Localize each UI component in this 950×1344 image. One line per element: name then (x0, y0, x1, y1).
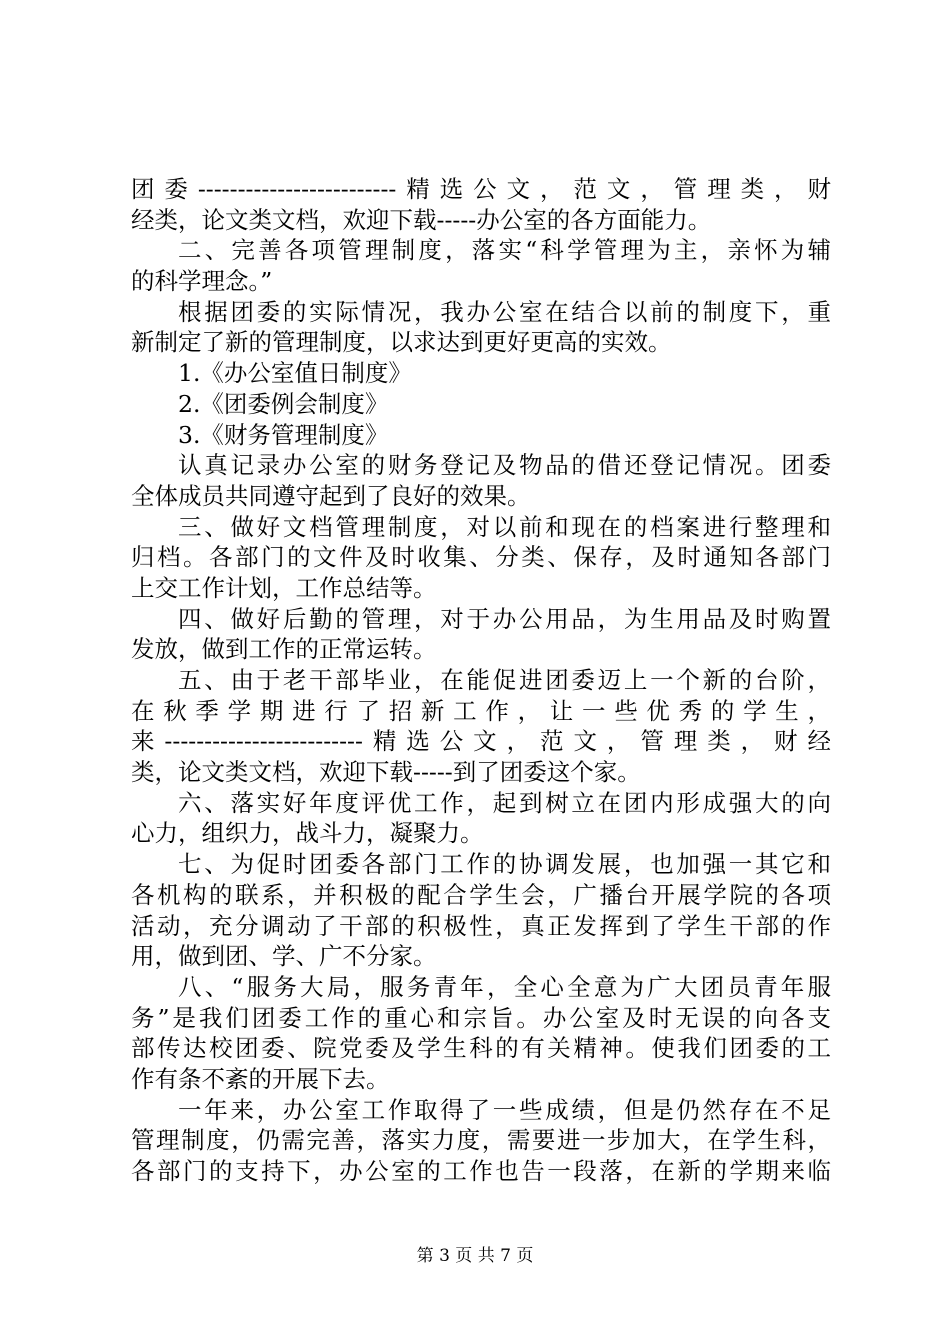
text-line: 归档。各部门的文件及时收集、分类、保存，及时通知各部门 (131, 543, 831, 572)
text-line: 活动，充分调动了干部的积极性，真正发挥到了学生干部的作 (131, 911, 831, 940)
text-line: 的科学理念。” (131, 267, 273, 296)
text-line: 在秋季学期进行了招新工作，让一些优秀的学生， (131, 696, 831, 725)
text-line: 八、“服务大局，服务青年，全心全意为广大团员青年服 (178, 972, 831, 1001)
text-line: 六、落实好年度评优工作，起到树立在团内形成强大的向 (178, 788, 831, 817)
text-line: 心力，组织力，战斗力，凝聚力。 (131, 819, 484, 848)
text-line: 1.《办公室值日制度》 (178, 359, 412, 388)
text-line: 四、做好后勤的管理，对于办公用品，为生用品及时购置 (178, 604, 831, 633)
text-line: 各部门的支持下，办公室的工作也告一段落，在新的学期来临 (131, 1157, 831, 1185)
text-line: 根据团委的实际情况，我办公室在结合以前的制度下，重 (178, 297, 831, 326)
text-line: 2.《团委例会制度》 (178, 389, 389, 418)
text-line: 各机构的联系，并积极的配合学生会，广播台开展学院的各项 (131, 880, 831, 909)
text-line: 来-------------------------精选公文，范文，管理类，财经 (131, 727, 831, 756)
text-line: 部传达校团委、院党委及学生科的有关精神。使我们团委的工 (131, 1034, 831, 1063)
text-line: 务”是我们团委工作的重心和宗旨。办公室及时无误的向各支 (131, 1003, 831, 1032)
text-line: 管理制度，仍需完善，落实力度，需要进一步加大，在学生科， (131, 1126, 831, 1155)
text-line: 七、为促时团委各部门工作的协调发展，也加强一其它和 (178, 850, 831, 879)
text-line: 二、完善各项管理制度，落实“科学管理为主，亲怀为辅 (178, 236, 831, 265)
text-line: 用，做到团、学、广不分家。 (131, 942, 437, 971)
page-footer: 第 3 页 共 7 页 (416, 1246, 534, 1266)
text-line: 3.《财务管理制度》 (178, 420, 389, 449)
text-line: 新制定了新的管理制度，以求达到更好更高的实效。 (131, 328, 672, 357)
text-line: 经类，论文类文档，欢迎下载-----办公室的各方面能力。 (131, 205, 712, 234)
document-body (131, 174, 831, 1187)
text-line: 三、做好文档管理制度，对以前和现在的档案进行整理和 (178, 512, 831, 541)
text-line: 发放，做到工作的正常运转。 (131, 635, 437, 664)
text-line: 作有条不紊的开展下去。 (131, 1064, 390, 1093)
text-line: 类，论文类文档，欢迎下载-----到了团委这个家。 (131, 758, 641, 787)
text-line: 一年来，办公室工作取得了一些成绩，但是仍然存在不足 (178, 1095, 831, 1124)
text-line: 上交工作计划，工作总结等。 (131, 573, 437, 602)
text-line: 五、由于老干部毕业，在能促进团委迈上一个新的台阶， (178, 666, 831, 694)
text-line: 团委-------------------------精选公文，范文，管理类，财 (131, 175, 831, 203)
text-line: 认真记录办公室的财务登记及物品的借还登记情况。团委 (178, 451, 831, 480)
text-line: 全体成员共同遵守起到了良好的效果。 (131, 481, 531, 510)
